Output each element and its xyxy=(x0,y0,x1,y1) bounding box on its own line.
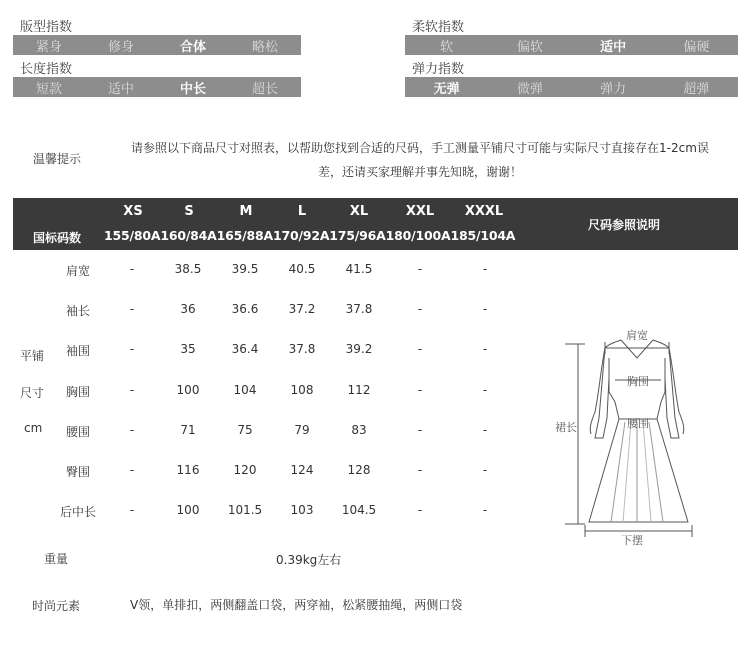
table-cell: - xyxy=(417,463,423,477)
size-label: 尺寸 xyxy=(20,386,45,400)
table-cell: 75 xyxy=(237,423,253,437)
length-index-bar xyxy=(13,77,301,97)
size-col-xxxl: XXXL xyxy=(464,204,504,219)
measure-label: 袖长 xyxy=(65,304,90,318)
softness-option: 软 xyxy=(440,39,454,55)
size-reference-label: 尺码参照说明 xyxy=(588,218,661,232)
measure-label: 肩宽 xyxy=(65,264,90,278)
table-cell: - xyxy=(482,503,488,517)
table-cell: 104 xyxy=(233,383,257,397)
table-cell: - xyxy=(129,423,135,437)
elasticity-option: 弹力 xyxy=(600,81,627,97)
table-cell: 36 xyxy=(180,302,196,316)
measure-label: 腰围 xyxy=(65,425,90,439)
notice-line-2: 差，还请买家理解并事先知晓，谢谢！ xyxy=(317,165,522,179)
table-cell: 40.5 xyxy=(288,262,316,276)
notice-text xyxy=(100,136,740,184)
table-cell: 39.5 xyxy=(231,262,259,276)
softness-option: 偏硬 xyxy=(683,39,710,55)
elasticity-option: 超弹 xyxy=(683,81,710,97)
measure-label: 胸围 xyxy=(65,385,90,399)
elasticity-index-bar xyxy=(405,77,738,97)
weight-value: 0.39kg左右 xyxy=(276,553,342,567)
table-cell: 35 xyxy=(180,342,196,356)
table-cell: 37.2 xyxy=(288,302,316,316)
table-cell: 38.5 xyxy=(174,262,202,276)
table-cell: 112 xyxy=(347,383,371,397)
table-cell: 100 xyxy=(176,383,200,397)
shoulder-width-label: 肩宽 xyxy=(626,329,648,342)
table-cell: 36.4 xyxy=(231,342,259,356)
fit-option: 修身 xyxy=(107,39,134,55)
table-cell: - xyxy=(482,423,488,437)
table-cell: 100 xyxy=(176,503,200,517)
table-cell: - xyxy=(417,423,423,437)
waist-label: 腰围 xyxy=(627,417,649,430)
unit-label: cm xyxy=(24,421,43,435)
flat-label: 平铺 xyxy=(20,349,45,363)
size-col-m: M xyxy=(239,204,253,219)
table-cell: 103 xyxy=(290,503,314,517)
size-col-xxl: XXL xyxy=(405,204,435,219)
table-cell: 104.5 xyxy=(341,503,377,517)
dress-length-label: 裙长 xyxy=(555,421,577,434)
table-cell: - xyxy=(417,342,423,356)
table-cell: 128 xyxy=(347,463,371,477)
table-cell: - xyxy=(129,463,135,477)
elasticity-option: 微弹 xyxy=(516,81,543,97)
fit-index-bar xyxy=(13,35,301,55)
softness-option: 偏软 xyxy=(516,39,543,55)
table-cell: - xyxy=(129,503,135,517)
elasticity-option-selected: 无弹 xyxy=(433,81,460,97)
table-cell: - xyxy=(417,262,423,276)
table-cell: 79 xyxy=(294,423,310,437)
table-cell: 101.5 xyxy=(227,503,263,517)
softness-option-selected: 适中 xyxy=(600,39,627,55)
size-col-xs: XS xyxy=(123,204,143,219)
table-cell: - xyxy=(417,503,423,517)
table-cell: - xyxy=(417,302,423,316)
garment-diagram xyxy=(545,318,705,548)
length-option: 超长 xyxy=(251,81,278,97)
table-cell: - xyxy=(417,383,423,397)
length-option: 短款 xyxy=(35,81,62,97)
table-cell: 108 xyxy=(290,383,314,397)
table-cell: 116 xyxy=(176,463,200,477)
table-cell: - xyxy=(482,262,488,276)
length-option: 适中 xyxy=(107,81,134,97)
length-index-title: 长度指数 xyxy=(20,62,73,77)
size-col-l: L xyxy=(297,204,307,219)
fashion-elements-label: 时尚元素 xyxy=(32,599,81,613)
size-col-xl: XL xyxy=(349,204,369,219)
table-cell: 124 xyxy=(290,463,314,477)
measure-label: 臀围 xyxy=(65,465,90,479)
notice-label: 温馨提示 xyxy=(33,152,82,166)
chest-label: 胸围 xyxy=(627,375,649,388)
table-cell: - xyxy=(482,302,488,316)
table-cell: - xyxy=(129,383,135,397)
measure-label: 后中长 xyxy=(59,505,96,519)
table-cell: - xyxy=(482,383,488,397)
national-size-label: 国标码数 xyxy=(33,231,82,245)
fit-option: 略松 xyxy=(251,39,278,55)
table-cell: 120 xyxy=(233,463,257,477)
body-size-codes: 155/80A160/84A165/88A170/92A175/96A180/100A185/104A xyxy=(104,228,516,243)
elasticity-index-title: 弹力指数 xyxy=(412,62,465,77)
table-cell: - xyxy=(129,302,135,316)
softness-index-title: 柔软指数 xyxy=(412,20,465,35)
table-cell: 41.5 xyxy=(345,262,373,276)
table-cell: 36.6 xyxy=(231,302,259,316)
length-option-selected: 中长 xyxy=(179,81,206,97)
size-table-header xyxy=(13,198,738,250)
table-cell: - xyxy=(482,342,488,356)
measure-label: 袖围 xyxy=(65,344,90,358)
table-cell: - xyxy=(129,342,135,356)
softness-index-bar xyxy=(405,35,738,55)
table-cell: - xyxy=(482,463,488,477)
weight-label: 重量 xyxy=(44,552,69,566)
table-cell: 37.8 xyxy=(345,302,373,316)
fit-option-selected: 合体 xyxy=(179,39,206,55)
table-cell: 37.8 xyxy=(288,342,316,356)
fashion-elements-value: V领，单排扣，两侧翻盖口袋，两穿袖，松紧腰抽绳，两侧口袋 xyxy=(130,598,463,612)
fit-index-title: 版型指数 xyxy=(20,20,73,35)
notice-line-1: 请参照以下商品尺寸对照表，以帮助您找到合适的尺码，手工测量平铺尺寸可能与实际尺寸直接存在1-2cm误 xyxy=(131,141,709,155)
hem-label: 下摆 xyxy=(621,534,643,547)
table-cell: 83 xyxy=(351,423,367,437)
fit-option: 紧身 xyxy=(35,39,62,55)
table-cell: 71 xyxy=(180,423,196,437)
table-cell: - xyxy=(129,262,135,276)
table-cell: 39.2 xyxy=(345,342,373,356)
size-col-s: S xyxy=(184,204,194,219)
